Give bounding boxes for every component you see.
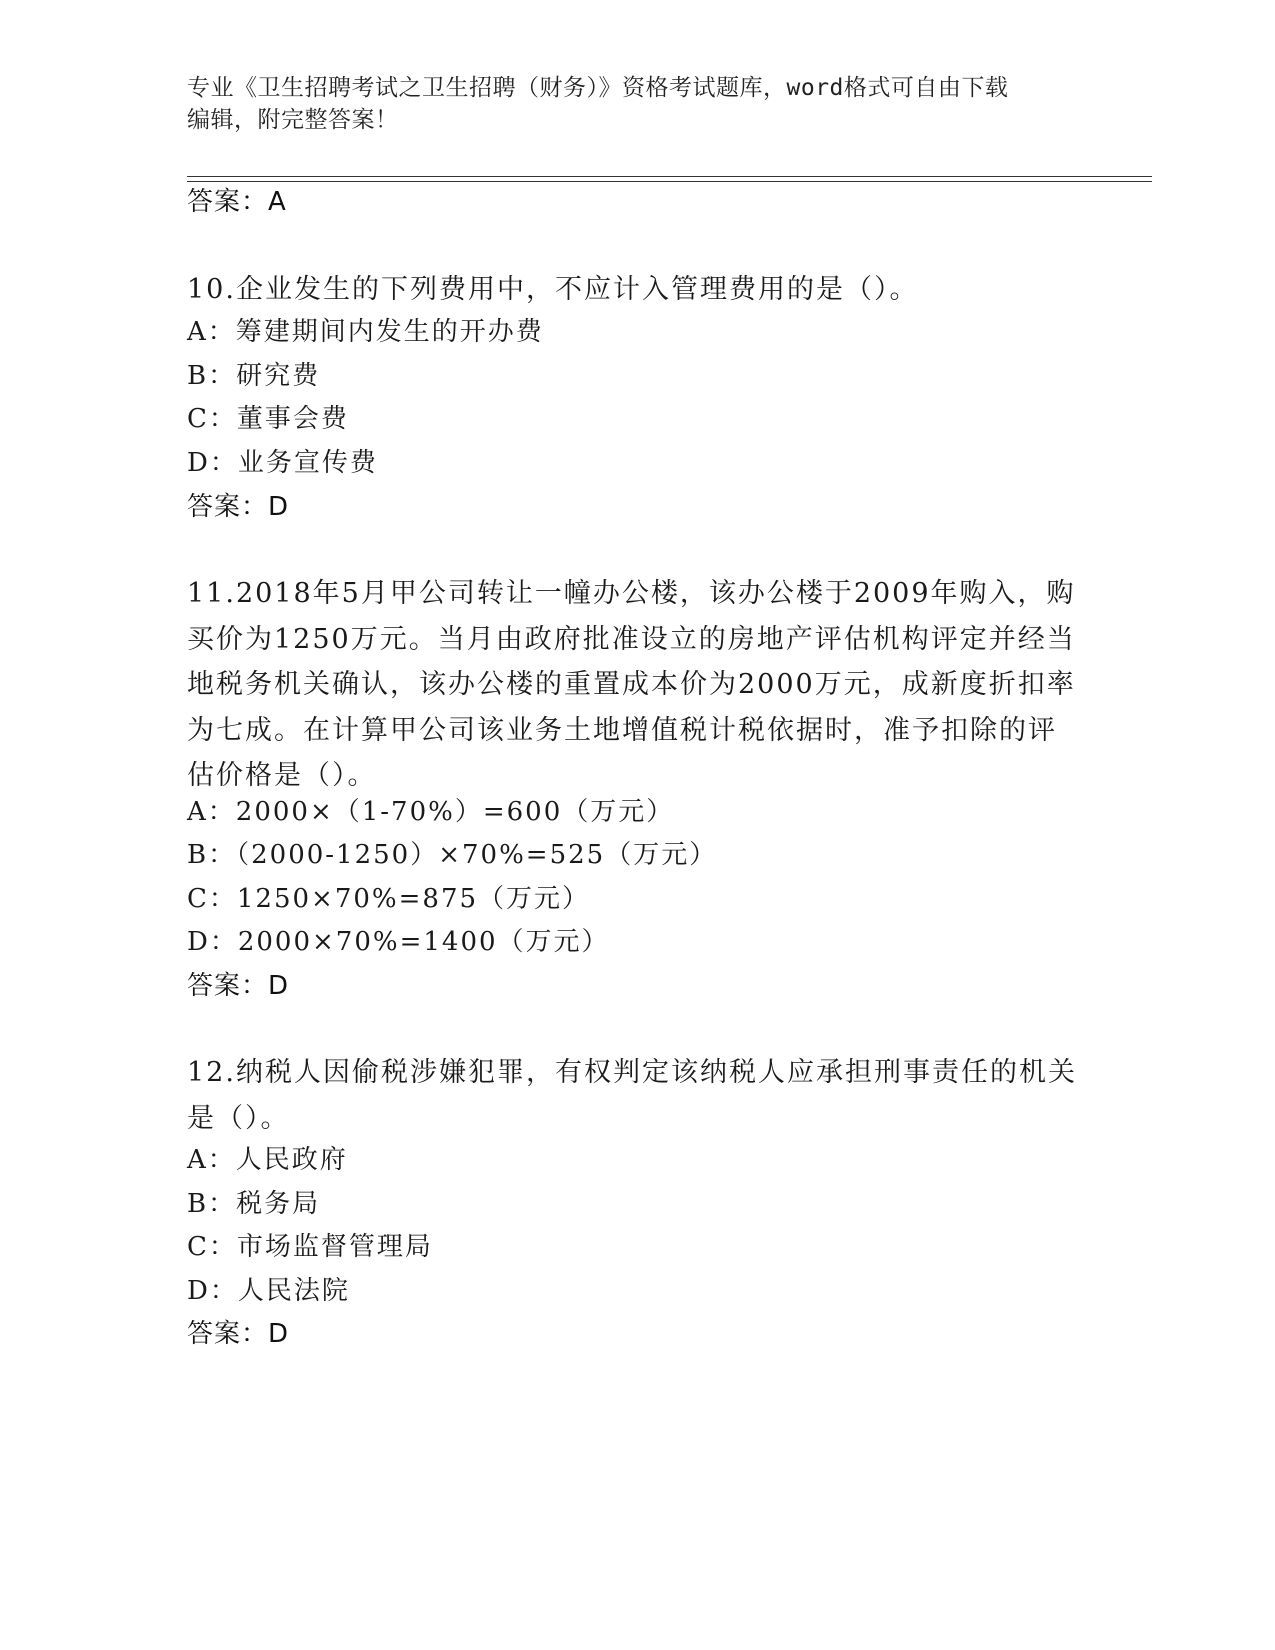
question-11-stem-line-3: 地税务机关确认，该办公楼的重置成本价为2000万元，成新度折扣率: [187, 669, 1076, 700]
question-12-stem-line-1: 12.纳税人因偷税涉嫌犯罪，有权判定该纳税人应承担刑事责任的机关: [187, 1057, 1077, 1088]
question-10-answer: 答案：D: [187, 492, 290, 522]
question-11-stem-line-5: 估价格是（）。: [187, 760, 377, 791]
question-10-stem-line: 10.企业发生的下列费用中，不应计入管理费用的是（）。: [187, 274, 919, 305]
header-divider-top: [187, 176, 1152, 177]
question-12-option-d: D：人民法院: [187, 1276, 350, 1306]
question-12-stem-line-2: 是（）。: [187, 1102, 290, 1134]
question-10-option-a: A：筹建期间内发生的开办费: [187, 317, 544, 347]
question-11-stem-line-4: 为七成。在计算甲公司该业务土地增值税计税依据时，准予扣除的评: [187, 714, 1057, 746]
question-12-option-a: A：人民政府: [187, 1145, 348, 1175]
question-10-option-c: C：董事会费: [187, 404, 349, 434]
question-10-stem: [187, 267, 1087, 313]
question-12-stem: [187, 1050, 1087, 1141]
question-12-option-c: C：市场监督管理局: [187, 1232, 433, 1262]
question-11-option-a: A：2000×（1-70%）=600（万元）: [187, 797, 675, 827]
question-10-option-d: D：业务宣传费: [187, 448, 378, 478]
question-12-option-b: B：税务局: [187, 1189, 321, 1219]
header-line-2: 编辑，附完整答案！: [187, 107, 399, 133]
question-11-stem-line-2: 买价为1250万元。当月由政府批准设立的房地产评估机构评定并经当: [187, 623, 1076, 655]
header-line-1: 专业《卫生招聘考试之卫生招聘（财务）》资格考试题库，word格式可自由下载: [187, 75, 1009, 101]
question-11-stem-line-1: 11.2018年5月甲公司转让一幢办公楼，该办公楼于2009年购入，购: [187, 578, 1076, 609]
question-11-option-b: B：（2000-1250）×70%=525（万元）: [187, 840, 718, 870]
question-11-answer: 答案：D: [187, 971, 290, 1001]
question-12-answer: 答案：D: [187, 1319, 290, 1349]
question-11-option-d: D：2000×70%=1400（万元）: [187, 927, 610, 957]
previous-question-answer: 答案：A: [187, 187, 287, 217]
question-11-option-c: C：1250×70%=875（万元）: [187, 884, 591, 914]
question-11-stem: [187, 571, 1087, 799]
header-divider-bottom: [187, 181, 1152, 182]
question-10-option-b: B：研究费: [187, 361, 321, 391]
document-header: [187, 72, 1087, 136]
